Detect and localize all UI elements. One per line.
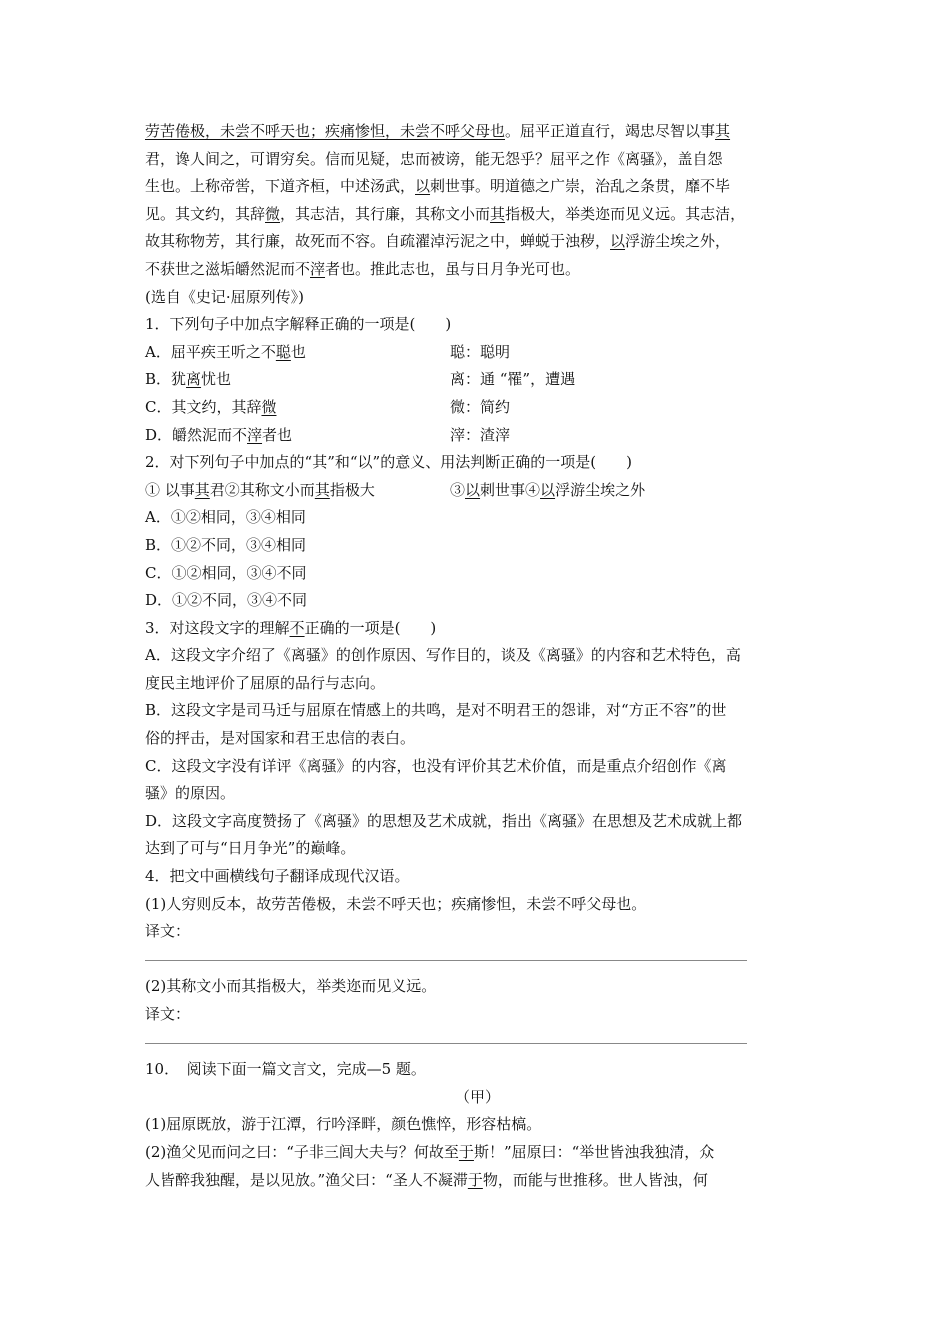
question-3-option-a: A．这段文字介绍了《离骚》的创作原因、写作目的，谈及《离骚》的内容和艺术特色，高 xyxy=(145,646,741,665)
answer-label: 译文： xyxy=(145,1005,191,1023)
dotted-char: 其 xyxy=(715,122,731,140)
question-1-option-b: B．犹离忧也 离：通 “罹”，遭遇 xyxy=(145,366,810,394)
question-3-option-d: D．这段文字高度赞扬了《离骚》的思想及艺术成就，指出《离骚》在思想及艺术成就上都 xyxy=(145,811,743,830)
option-gloss: 聪：聪明 xyxy=(450,342,511,361)
question-3-option-b-cont: 俗的抨击，是对国家和君王忠信的表白。 xyxy=(145,729,416,748)
question-2-option-b: B．①②不同，③④相同 xyxy=(145,535,307,554)
option-gloss: 离：通 “罹”，遭遇 xyxy=(450,370,576,389)
dotted-char: 以 xyxy=(610,232,626,251)
question-2-stem: 2．对下列句子中加点的“其”和“以”的意义、用法判断正确的一项是( ) xyxy=(145,453,632,472)
document-page xyxy=(145,118,810,1194)
question-2-option-a: A．①②相同，③④相同 xyxy=(145,508,306,527)
question-1-stem: 1．下列句子中加点字解释正确的一项是( ) xyxy=(145,315,452,334)
passage-line-1: 劳苦倦极，未尝不呼天也；疾痛惨怛，未尝不呼父母也。屈平正道直行，竭忠尽智以事其 xyxy=(145,122,731,140)
dotted-char: 以 xyxy=(415,177,431,196)
question-2-items: ① 以事其君②其称文小而其指极大 ③以刺世事④以浮游尘埃之外 xyxy=(145,480,646,499)
passage-line-6: 不获世之滋垢皭然泥而不滓者也。推此志也，虽与日月争光可也。 xyxy=(145,259,581,278)
question-4-stem: 4．把文中画横线句子翻译成现代汉语。 xyxy=(145,867,410,886)
question-1-option-c: C．其文约，其辞微 微：简约 xyxy=(145,394,810,422)
dotted-char: 微 xyxy=(265,204,281,223)
question-3-option-c: C．这段文字没有详评《离骚》的内容，也没有评价其艺术价值，而是重点介绍创作《离 xyxy=(145,756,727,775)
question-2-option-c: C．①②相同，③④不同 xyxy=(145,563,307,582)
question-3-option-a-cont: 度民主地评价了屈原的品行与志向。 xyxy=(145,673,386,692)
question-1-option-d: D．皭然泥而不滓者也 滓：渣滓 xyxy=(145,422,810,450)
question-1-option-a: A．屈平疾王听之不聪也 聪：聪明 xyxy=(145,339,810,367)
passage-line-4: 见。其文约，其辞微，其志洁，其行廉，其称文小而其指极大，举类迩而见义远。其志洁， xyxy=(145,204,746,223)
question-3-option-d-cont: 达到了可与“日月争光”的巅峰。 xyxy=(145,839,356,858)
passage-line-5: 故其称物芳，其行廉，故死而不容。自疏濯淖污泥之中，蝉蜕于浊秽，以浮游尘埃之外， xyxy=(145,232,731,251)
answer-label: 译文： xyxy=(145,922,191,941)
question-3-option-c-cont: 骚》的原因。 xyxy=(145,784,236,803)
question-4-sentence-1: (1)人穷则反本，故劳苦倦极，未尝不呼天也；疾痛惨怛，未尝不呼父母也。 xyxy=(145,894,647,913)
text-paragraph-2: (2)渔父见而问之曰：“子非三闾大夫与？何故至于斯！”屈原曰：“举世皆浊我独清，众 xyxy=(145,1142,715,1161)
section-label: （甲） xyxy=(454,1087,500,1106)
underlined-sentence: 劳苦倦极，未尝不呼天也；疾痛惨怛，未尝不呼父母也 xyxy=(145,122,506,140)
next-question-heading: 10． 阅读下面一篇文言文，完成—5 题。 xyxy=(145,1060,426,1079)
text-paragraph-2-cont: 人皆醉我独醒，是以见放。”渔父曰：“圣人不凝滞于物，而能与世推移。世人皆浊，何 xyxy=(145,1170,708,1189)
passage-line-2: 君，谗人间之，可谓穷矣。信而见疑，忠而被谤，能无怨乎？屈平之作《离骚》，盖自怨 xyxy=(145,149,723,168)
question-4-sentence-2: (2)其称文小而其指极大，举类迩而见义远。 xyxy=(145,977,437,996)
option-gloss: 滓：渣滓 xyxy=(450,425,511,444)
text-paragraph-1: (1)屈原既放，游于江潭，行吟泽畔，颜色憔悴，形容枯槁。 xyxy=(145,1115,542,1134)
question-2-option-d: D．①②不同，③④不同 xyxy=(145,591,308,610)
answer-line[interactable] xyxy=(145,946,810,974)
answer-line[interactable] xyxy=(145,1029,810,1057)
option-gloss: 微：简约 xyxy=(450,397,511,416)
question-3-option-b: B．这段文字是司马迁与屈原在情感上的共鸣，是对不明君王的怨诽，对“方正不容”的世 xyxy=(145,701,727,720)
question-3-stem: 3．对这段文字的理解不正确的一项是( ) xyxy=(145,618,437,637)
dotted-char: 其 xyxy=(490,204,506,223)
passage-source: (选自《史记·屈原列传》) xyxy=(145,287,304,306)
passage-line-3: 生也。上称帝喾，下道齐桓，中述汤武，以刺世事。明道德之广崇，治乱之条贯，靡不毕 xyxy=(145,177,731,196)
dotted-char: 滓 xyxy=(310,259,326,278)
